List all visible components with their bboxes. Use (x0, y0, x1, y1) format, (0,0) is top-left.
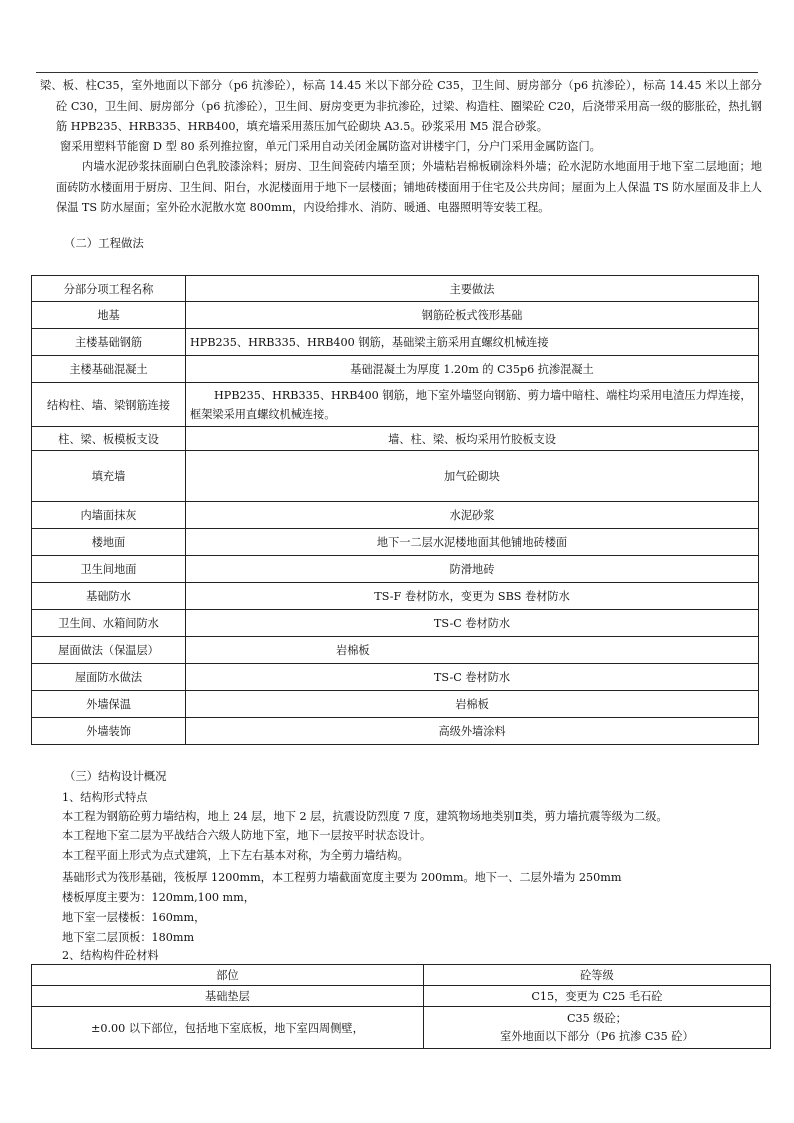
table-cell: 柱、梁、板模板支设 (32, 427, 186, 451)
table-cell: 基础垫层 (32, 986, 424, 1007)
table-row (32, 329, 759, 356)
structure-line: 基础形式为筏形基础，筏板厚 1200mm，本工程剪力墙截面宽度主要为 200mm。地下一、二层外墙为 250mm (62, 871, 622, 884)
table-cell: 外墙保温 (32, 691, 186, 718)
table-header-row (32, 965, 771, 986)
table-cell: 主楼基础钢筋 (32, 329, 186, 356)
table-header-cell: 砼等级 (423, 965, 770, 986)
table-cell: 楼地面 (32, 529, 186, 556)
table-row (32, 664, 759, 691)
table-row (32, 356, 759, 383)
structure-line: 地下室二层顶板：180mm (62, 931, 195, 944)
table-row (32, 718, 759, 745)
table-cell: 卫生间、水箱间防水 (32, 610, 186, 637)
table-cell: 屋面做法（保温层） (32, 637, 186, 664)
table-header-cell: 主要做法 (186, 276, 759, 302)
table-row (32, 986, 771, 1007)
table-cell: 卫生间地面 (32, 556, 186, 583)
table-header-cell: 分部分项工程名称 (32, 276, 186, 302)
table-row (32, 451, 759, 502)
structure-line: 楼板厚度主要为：120mm,100 mm， (62, 891, 255, 904)
table-cell: 水泥砂浆 (186, 502, 759, 529)
table-cell: 地基 (32, 302, 186, 329)
paragraph-materials: 梁、板、柱C35，室外地面以下部分（p6 抗渗砼），标高 14.45 米以下部分砼 C35，卫生间、厨房部分（p6 抗渗砼），标高 14.45 米以上部分砼 C30，卫生间、厨房部分（p6 抗渗砼），卫生间、厨房变更为非抗渗砼，过梁、构造柱、圈梁砼 C20，后浇带采用高一级的膨胀砼，热扎钢筋 HPB235、HRB335、HRB400，填充墙采用蒸压加气砼砌块 A3.5。砂浆采用 M5 混合砂浆。 (40, 79, 762, 133)
table-row (32, 529, 759, 556)
cell-line: C35 级砼； (566, 1011, 627, 1025)
table-cell: TS-C 卷材防水 (186, 664, 759, 691)
table-cell: HPB235、HRB335、HRB400 钢筋，地下室外墙竖向钢筋、剪力墙中暗柱、端柱均采用电渣压力焊连接，框架梁采用直螺纹机械连接。 (186, 383, 759, 427)
table-row (32, 302, 759, 329)
concrete-grade-table (31, 964, 771, 1049)
table-cell: 基础防水 (32, 583, 186, 610)
subheading-concrete-materials: 2、结构构件砼材料 (62, 949, 159, 962)
table-cell-multiline (423, 1007, 770, 1049)
table-cell: 地下一二层水泥楼地面其他铺地砖楼面 (186, 529, 759, 556)
structure-line: 本工程平面上形式为点式建筑，上下左右基本对称，为全剪力墙结构。 (62, 849, 409, 862)
structure-line: 地下室一层楼板：160mm， (62, 911, 206, 924)
table-row (32, 691, 759, 718)
table-row (32, 427, 759, 451)
table-row (32, 637, 759, 664)
subheading-structure-form: 1、结构形式特点 (62, 791, 148, 804)
table-cell: 岩棉板 (186, 637, 759, 664)
table-cell: 填充墙 (32, 451, 186, 502)
table-row (32, 556, 759, 583)
table-header-row (32, 276, 759, 302)
table-cell: 岩棉板 (186, 691, 759, 718)
cell-line: 室外地面以下部分（P6 抗渗 C35 砼） (500, 1029, 694, 1043)
table-cell: TS-C 卷材防水 (186, 610, 759, 637)
table-cell: 加气砼砌块 (186, 451, 759, 502)
table-cell: 结构柱、墙、梁钢筋连接 (32, 383, 186, 427)
table-cell: 墙、柱、梁、板均采用竹胶板支设 (186, 427, 759, 451)
section-heading-construction-methods: （二）工程做法 (64, 236, 144, 250)
table-row (32, 1007, 771, 1049)
table-row (32, 383, 759, 427)
table-cell: TS-F 卷材防水，变更为 SBS 卷材防水 (186, 583, 759, 610)
table-cell: 内墙面抹灰 (32, 502, 186, 529)
table-cell: C15，变更为 C25 毛石砼 (423, 986, 770, 1007)
table-cell: 基础混凝土为厚度 1.20m 的 C35p6 抗渗混凝土 (186, 356, 759, 383)
section-heading-structural-design: （三）结构设计概况 (64, 769, 167, 783)
table-header-cell: 部位 (32, 965, 424, 986)
structure-line: 本工程地下室二层为平战结合六级人防地下室，地下一层按平时状态设计。 (62, 829, 432, 842)
table-cell: 屋面防水做法 (32, 664, 186, 691)
table-cell: HPB235、HRB335、HRB400 钢筋，基础梁主筋采用直螺纹机械连接 (186, 329, 759, 356)
table-cell: 防滑地砖 (186, 556, 759, 583)
construction-methods-table (31, 275, 759, 745)
table-cell: 外墙装饰 (32, 718, 186, 745)
table-row (32, 610, 759, 637)
table-cell: 高级外墙涂料 (186, 718, 759, 745)
paragraph-finishes: 内墙水泥砂浆抹面刷白色乳胶漆涂料；厨房、卫生间瓷砖内墙至顶；外墙粘岩棉板刷涂料外墙；砼水泥防水地面用于地下室二层地面；地面砖防水楼面用于厨房、卫生间、阳台，水泥楼面用于地下一层楼面；铺地砖楼面用于住宅及公共房间；屋面为上人保温 TS 防水屋面及非上人保温 TS 防水屋面；室外砼水泥散水宽 800mm，内设给排水、消防、暖通、电器照明等安装工程。 (56, 160, 762, 214)
header-rule (36, 72, 758, 73)
table-row (32, 583, 759, 610)
table-cell: 主楼基础混凝土 (32, 356, 186, 383)
table-cell: 钢筋砼板式筏形基础 (186, 302, 759, 329)
table-row (32, 502, 759, 529)
paragraph-windows-doors: 窗采用塑料节能窗 D 型 80 系列推拉窗，单元门采用自动关闭金属防盗对讲楼宇门，分户门采用金属防盗门。 (60, 140, 601, 153)
table-cell: ±0.00 以下部位，包括地下室底板，地下室四周侧壁， (32, 1007, 424, 1049)
structure-line: 本工程为钢筋砼剪力墙结构，地上 24 层，地下 2 层，抗震设防烈度 7 度，建筑物场地类别Ⅱ类，剪力墙抗震等级为二级。 (62, 810, 668, 823)
